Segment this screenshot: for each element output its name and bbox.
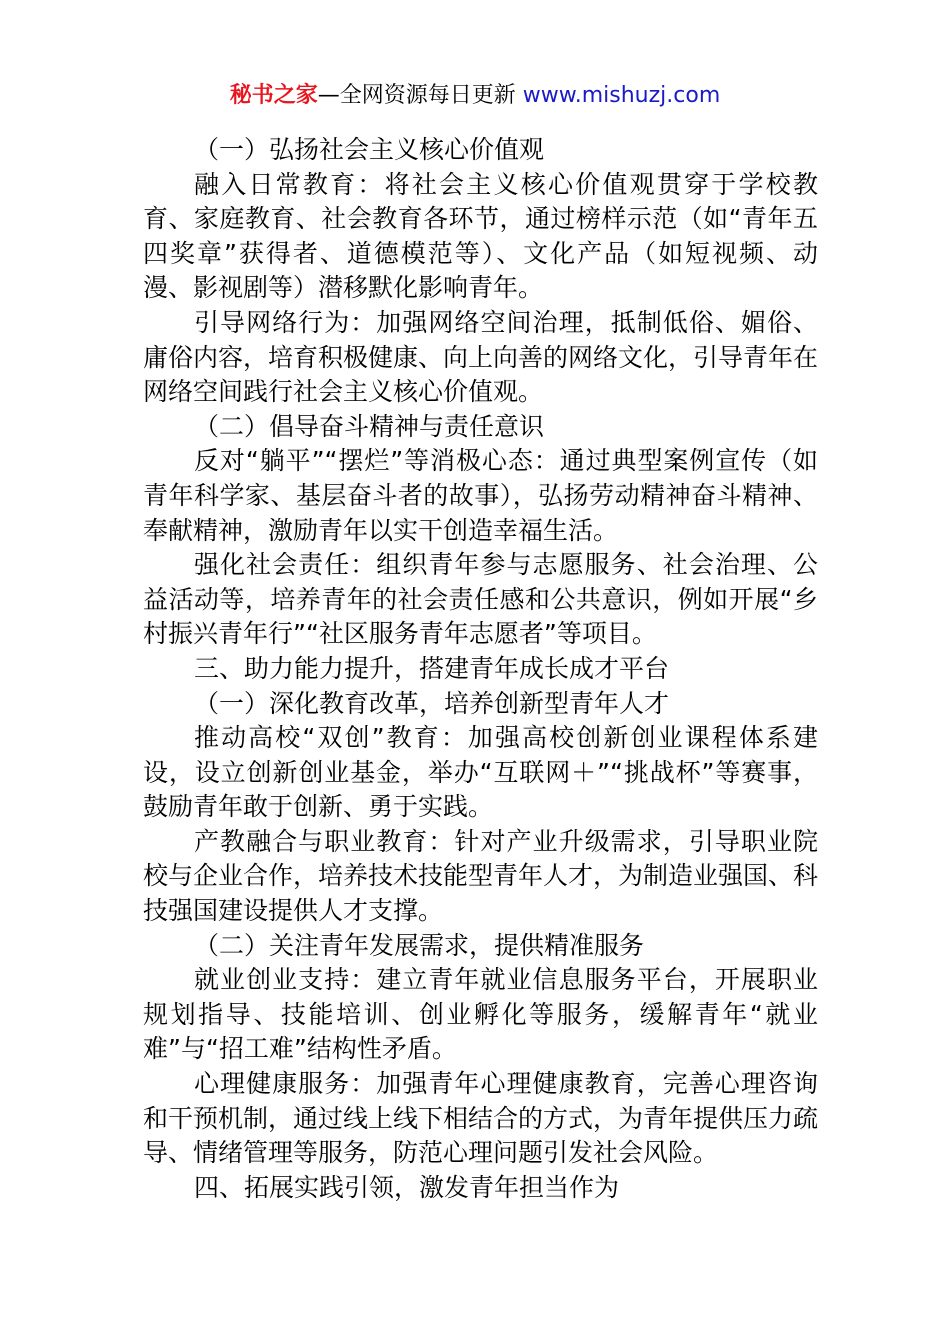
document-body (143, 133, 818, 1205)
section-heading: （二）关注青年发展需求，提供精准服务 (194, 930, 645, 960)
body-paragraph: 引导网络行为：加强网络空间治理，抵制低俗、媚俗、庸俗内容，培育积极健康、向上向善的网络文化，引导青年在网络空间践行社会主义核心价值观。 (143, 307, 819, 407)
site-brand: 秘书之家 (229, 83, 318, 108)
body-paragraph: 心理健康服务：加强青年心理健康教育，完善心理咨询和干预机制，通过线上线下相结合的方式，为青年提供压力疏导、情绪管理等服务，防范心理问题引发社会风险。 (143, 1069, 819, 1168)
body-paragraph: 强化社会责任：组织青年参与志愿服务、社会治理、公益活动等，培养青年的社会责任感和公共意识，例如开展“乡村振兴青年行”“社区服务青年志愿者”等项目。 (143, 550, 818, 649)
body-paragraph: 就业创业支持：建立青年就业信息服务平台，开展职业规划指导、技能培训、创业孵化等服务，缓解青年“就业难”与“招工难”结构性矛盾。 (143, 965, 818, 1064)
body-paragraph: 推动高校“双创”教育：加强高校创新创业课程体系建设，设立创新创业基金，举办“互联网＋”“挑战杯”等赛事，鼓励青年敢于创新、勇于实践。 (143, 723, 818, 822)
chapter-heading: 四、拓展实践引领，激发青年担当作为 (194, 1172, 620, 1202)
site-url-link[interactable]: www.mishuzj.com (522, 83, 721, 108)
section-heading: （二）倡导奋斗精神与责任意识 (194, 411, 545, 441)
body-paragraph: 融入日常教育：将社会主义核心价值观贯穿于学校教育、家庭教育、社会教育各环节，通过榜样示范（如“青年五四奖章”获得者、道德模范等）、文化产品（如短视频、动漫、影视剧等）潜移默化影响青年。 (143, 169, 818, 303)
body-paragraph: 产教融合与职业教育：针对产业升级需求，引导职业院校与企业合作，培养技术技能型青年人才，为制造业强国、科技强国建设提供人才支撑。 (143, 826, 819, 926)
section-heading: （一）弘扬社会主义核心价值观 (194, 135, 545, 164)
body-paragraph: 反对“躺平”“摆烂”等消极心态：通过典型案例宣传（如青年科学家、基层奋斗者的故事），弘扬劳动精神奋斗精神、奉献精神，激励青年以实干创造幸福生活。 (143, 446, 818, 545)
section-heading: （一）深化教育改革，培养创新型青年人才 (194, 688, 670, 718)
site-slogan: —全网资源每日更新 (317, 83, 516, 108)
chapter-heading: 三、助力能力提升，搭建青年成长成才平台 (194, 653, 670, 683)
page-header (0, 80, 950, 112)
